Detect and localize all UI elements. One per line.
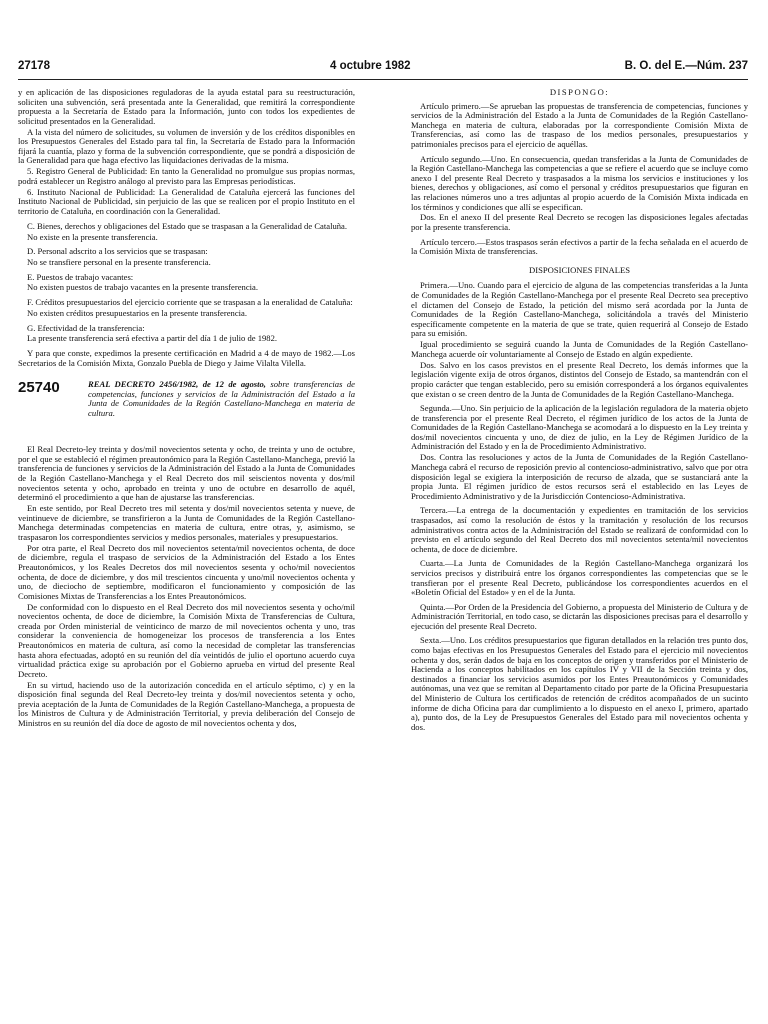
paragraph: El Real Decreto-ley treinta y dos/mil novecientos setenta y ocho, de treinta y uno de octubre, por el que se estableció el régimen preautonómico para la Región Castellano-Manchega, previó la transferencia de funciones y servicios de la Administración del Estado a la Junta de Comunidades de la Región Castellano-Manchega y el Real Decreto dos mil seiscientos noventa y dos/mil novecientos setenta y ocho, aprobado en treinta y uno de octubre en desarrollo de aquél, determinó el procedimiento a que han de ajustarse las transferencias. bbox=[18, 444, 355, 503]
section-heading: D. Personal adscrito a los servicios que se traspasan: bbox=[27, 246, 208, 257]
article: Dos. En el anexo II del presente Real Decreto se recogen las disposiciones legales afectadas por la presente transferencia. bbox=[411, 212, 748, 233]
section-body: No existen créditos presupuestarios en la presente transferencia. bbox=[27, 307, 248, 318]
right-column bbox=[411, 88, 748, 734]
article: Artículo tercero.—Estos traspasos serán efectivos a partir de la fecha señalada en el acuerdo de la Comisión Mixta de transferencias. bbox=[411, 236, 748, 257]
final-provision: Tercera.—La entrega de la documentación y expedientes en tramitación de los servicios traspasados, así como la resolución de éstos y la tramitación y resolución de los recursos administrativos contra actos de la Administración del Estado se realizará de conformidad con lo previsto en el artículo segundo del Real Decreto dos mil novecientos setenta/mil novecientos ochenta, de doce de diciembre. bbox=[411, 505, 748, 554]
paragraph: Por otra parte, el Real Decreto dos mil novecientos setenta/mil novecientos ochenta, de doce de diciembre, regula el traspaso de servicios de la Administración del Estado a los Entes Preautonómicos, y los Reales Decretos dos mil novecientos sesenta y ocho/mil novecientos ochenta, de doce de diciembre, y dos mil trescientos cincuenta y uno/mil novecientos ochenta y uno, de dieciocho de septiembre, modificaron el funcionamiento y composición de las Comisiones Mixtas de Transferencias a los Entes Preautonómicos. bbox=[18, 542, 355, 601]
section-heading: C. Bienes, derechos y obligaciones del Estado que se traspasan a la Generalidad de Cataluña. bbox=[27, 220, 348, 231]
final-provision: Primera.—Uno. Cuando para el ejercicio de alguna de las competencias transferidas a la Junta de Comunidades de la Región Castellano-Manchega por el presente Real Decreto sea preceptivo el dictamen del Consejo de Estado, la petición del mismo será acordada por la Junta de Comunidades de la Región Castellano-Manchega, solicitándola a través del Ministerio específicamente competente en la materia de que se trate, quien requerirá al Consejo de Estado para su emisión. bbox=[411, 280, 748, 339]
section-heading: G. Efectividad de la transferencia: bbox=[27, 322, 145, 333]
final-provision: Sexta.—Uno. Los créditos presupuestarios que figuran detallados en la relación tres punto dos, como bajas efectivas en los Presupuestos Generales del Estado para el ejercicio mil novecientos ochenta y dos, serán dados de baja en los conceptos de origen y transferidos por el Ministerio de Hacienda a los conceptos habilitados en los capítulos IV y VII de la Sección treinta y dos, destinados a financiar los servicios asumidos por los Entes Preautonómicos y Comunidades autónomas, una vez que se remitan al Departamento citado por parte de la Oficina Presupuestaria del Ministerio de Cultura los certificados de retención de créditos acompañados de un sucinto informe de dicha Oficina para dar cumplimiento a lo dispuesto en el anexo I, primero, apartado a), punto dos, de la Ley de Presupuestos Generales del Estado para mil novecientos ochenta y dos. bbox=[411, 635, 748, 732]
final-provision: Dos. Contra las resoluciones y actos de la Junta de Comunidades de la Región Castellano-Manchega cabrá el recurso de reposición previo al contencioso-administrativo, salvo que por otra disposición legal se exigiera la interposición de recurso de alzada, que se sustanciará ante la propia Junta. El régimen jurídico de estos recursos será el establecido en las Leyes de Procedimiento Administrativo y de la Jurisdicción Contencioso-Administrativa. bbox=[411, 452, 748, 501]
paragraph: En su virtud, haciendo uso de la autorización concedida en el artículo séptimo, c) y en la disposición final segunda del Real Decreto-ley treinta y dos/mil novecientos setenta y ocho, previa aceptación de la Junta de Comunidades de la Región Castellano-Manchega, a propuesta de los Ministros de Cultura y de Administración Territorial, y previa deliberación del Consejo de Ministros en su reunión del día doce de agosto de mil novecientos ochenta y dos, bbox=[18, 679, 355, 729]
final-provision: Segunda.—Uno. Sin perjuicio de la aplicación de la legislación reguladora de la materia objeto de transferencia por el presente Real Decreto, el régimen jurídico de los actos de la Junta de Comunidades de la Región Castellano-Manchega se acomodará a lo dispuesto en la Ley treinta y dos/mil novecientos cincuenta y uno, de diez de julio, en la Ley de Régimen Jurídico de la Administración del Estado y en la de Procedimiento Administrativo. bbox=[411, 403, 748, 452]
section-body: La presente transferencia será efectiva a partir del día 1 de julio de 1982. bbox=[27, 333, 278, 344]
final-provision: Cuarta.—La Junta de Comunidades de la Región Castellano-Manchega organizará los servicios precisos y distribuirá entre los órganos correspondientes las competencias que se le transfieran por el presente Real Decreto, publicándose los correspondientes acuerdos en el «Boletín Oficial del Estado» y en el de la Junta. bbox=[411, 558, 748, 598]
section-body: No se transfiere personal en la presente transferencia. bbox=[27, 256, 211, 267]
section-heading: E. Puestos de trabajo vacantes: bbox=[27, 271, 134, 282]
left-column bbox=[18, 88, 355, 730]
final-provision: Igual procedimiento se seguirá cuando la Junta de Comunidades de la Región Castellano-Manchega acuerde oír voluntariamente al Consejo de Estado en algún expediente. bbox=[411, 339, 748, 359]
bulletin-id: B. O. del E.—Núm. 237 bbox=[624, 60, 748, 72]
section-heading: F. Créditos presupuestarios del ejercicio corriente que se traspasan a la eneralidad de Cataluña: bbox=[27, 297, 353, 308]
final-provision: Dos. Salvo en los casos previstos en el presente Real Decreto, los demás informes que la legislación vigente exija de otros órganos, distintos del Consejo de Estado, sa mantendrán con el propio carácter que tengan establecido, pero su emisión corresponderá a los órganos equivalentes que existan o se creen dentro de la Junta de Comunidades de la Región Castellano-Manchega. bbox=[411, 359, 748, 399]
decree-title-rest: sobre transferencias de competencias, funciones y servicios de la Administración del Estado a la Junta de Comunidades de la Región Castellano-Manchega en materia de cultura. bbox=[88, 379, 355, 418]
decree-number: 25740 bbox=[18, 379, 60, 397]
paragraph: 6. Instituto Nacional de Publicidad: La Generalidad de Cataluña ejercerá las funciones del Instituto Nacional de Publicidad, sin perjuicio de las que se realicen por el propio Instituto en el territorio de Cataluña, en coordinación con la Generalidad. bbox=[18, 186, 355, 217]
final-provision: Quinta.—Por Orden de la Presidencia del Gobierno, a propuesta del Ministerio de Cultura y de Administración Territorial, en todo caso, se dictarán las disposiciones precisas para el desarrollo y ejecución del presente Real Decreto. bbox=[411, 601, 748, 631]
header-rule bbox=[18, 79, 748, 80]
paragraph: En este sentido, por Real Decreto tres mil setenta y dos/mil novecientos setenta y nueve, de veintinueve de diciembre, se transfirieron a la Junta de Comunidades de la Región Castellano-Manchega determinadas competencias en materia de cultura, entre otras, y, asimismo, se traspasaron los correspondientes servicios y medios personales, materiales y presupuestarios. bbox=[18, 503, 355, 542]
issue-date: 4 octubre 1982 bbox=[330, 60, 411, 72]
dispongo-heading: DISPONGO: bbox=[549, 87, 610, 97]
section-body: No existe en la presente transferencia. bbox=[27, 231, 158, 242]
decree-title bbox=[88, 380, 355, 418]
paragraph: A la vista del número de solicitudes, su volumen de inversión y de los créditos disponibles en los Presupuestos Generales del Estado para tal fin, la Secretaría de Estado para la Información fijará la cuantía, plazo y forma de la subvención correspondiente, que se pondrá a disposición de la Generalidad para que haga efectivo las liquidaciones derivadas de la misma. bbox=[18, 126, 355, 166]
section-body: No existen puestos de trabajo vacantes en la presente transferencia. bbox=[27, 282, 258, 293]
paragraph: y en aplicación de las disposiciones reguladoras de la ayuda estatal para su reestructuración, soliciten una subvención, será presentada ante la Generalidad, que remitirá la correspondiente propuesta a la Secretaría de Estado para la Información, junto con todos los expedientes de solicitud presentados en la Generalidad. bbox=[18, 87, 355, 126]
decree-heading bbox=[18, 380, 355, 436]
decree-lead: REAL DECRETO 2456/1982, de 12 de agosto, bbox=[88, 379, 266, 390]
page-number: 27178 bbox=[18, 60, 50, 72]
page-header bbox=[18, 60, 748, 78]
article: Artículo segundo.—Uno. En consecuencia, quedan transferidas a la Junta de Comunidades de la Región Castellano-Manchega las competencias a que se refiere el acuerdo que se incluye como anexo I del presente Real Decreto y traspasados a la misma los servicios e instituciones y los bienes, derechos y obligaciones, así como el personal y créditos presupuestarios que figuran en las relaciones números uno a tres adjuntas al propio acuerdo de la Comisión Mixta indicada en los términos y condiciones que allí se especifican. bbox=[411, 153, 748, 212]
paragraph: 5. Registro General de Publicidad: En tanto la Generalidad no promulgue sus propias normas, podrá establecer un Registro análogo al previsto para las Empresas periodísticas. bbox=[18, 166, 355, 186]
article: Artículo primero.—Se aprueban las propuestas de transferencia de competencias, funciones y servicios de la Administración del Estado a la Junta de Comunidades de la Región Castellano-Manchega en materia de cultura, elaboradas por la correspondiente Comisión Mixta de Transferencias, así como las de traspaso de los medios personales, presupuestarios y patrimoniales precisos para el ejercicio de aquéllas. bbox=[411, 100, 748, 149]
final-provisions-heading: DISPOSICIONES FINALES bbox=[529, 264, 630, 275]
closing-paragraph: Y para que conste, expedimos la presente certificación en Madrid a 4 de mayo de 1982.—Los Secretarios de la Comisión Mixta, Gonzalo Puebla de Diego y Jaime Vilalta Vilella. bbox=[18, 348, 355, 368]
paragraph: De conformidad con lo dispuesto en el Real Decreto dos mil novecientos sesenta y ocho/mil novecientos ochenta, de doce de diciembre, la Comisión Mixta de Transferencias de Cultura, creada por Orden ministerial de veinticinco de marzo de mil novecientos ochenta y uno, tras considerar la conveniencia de homogeneizar los procesos de transferencia a los Entes Preautonómicos en materia de cultura, así como la necesidad de completar las transferencias hasta ahora efectuadas, adoptó en su reunión del día veintidós de julio el oportuno acuerdo cuya virtualidad práctica exige su aprobación por el Gobierno aprueba en virtud del presente Real Decreto. bbox=[18, 601, 355, 679]
